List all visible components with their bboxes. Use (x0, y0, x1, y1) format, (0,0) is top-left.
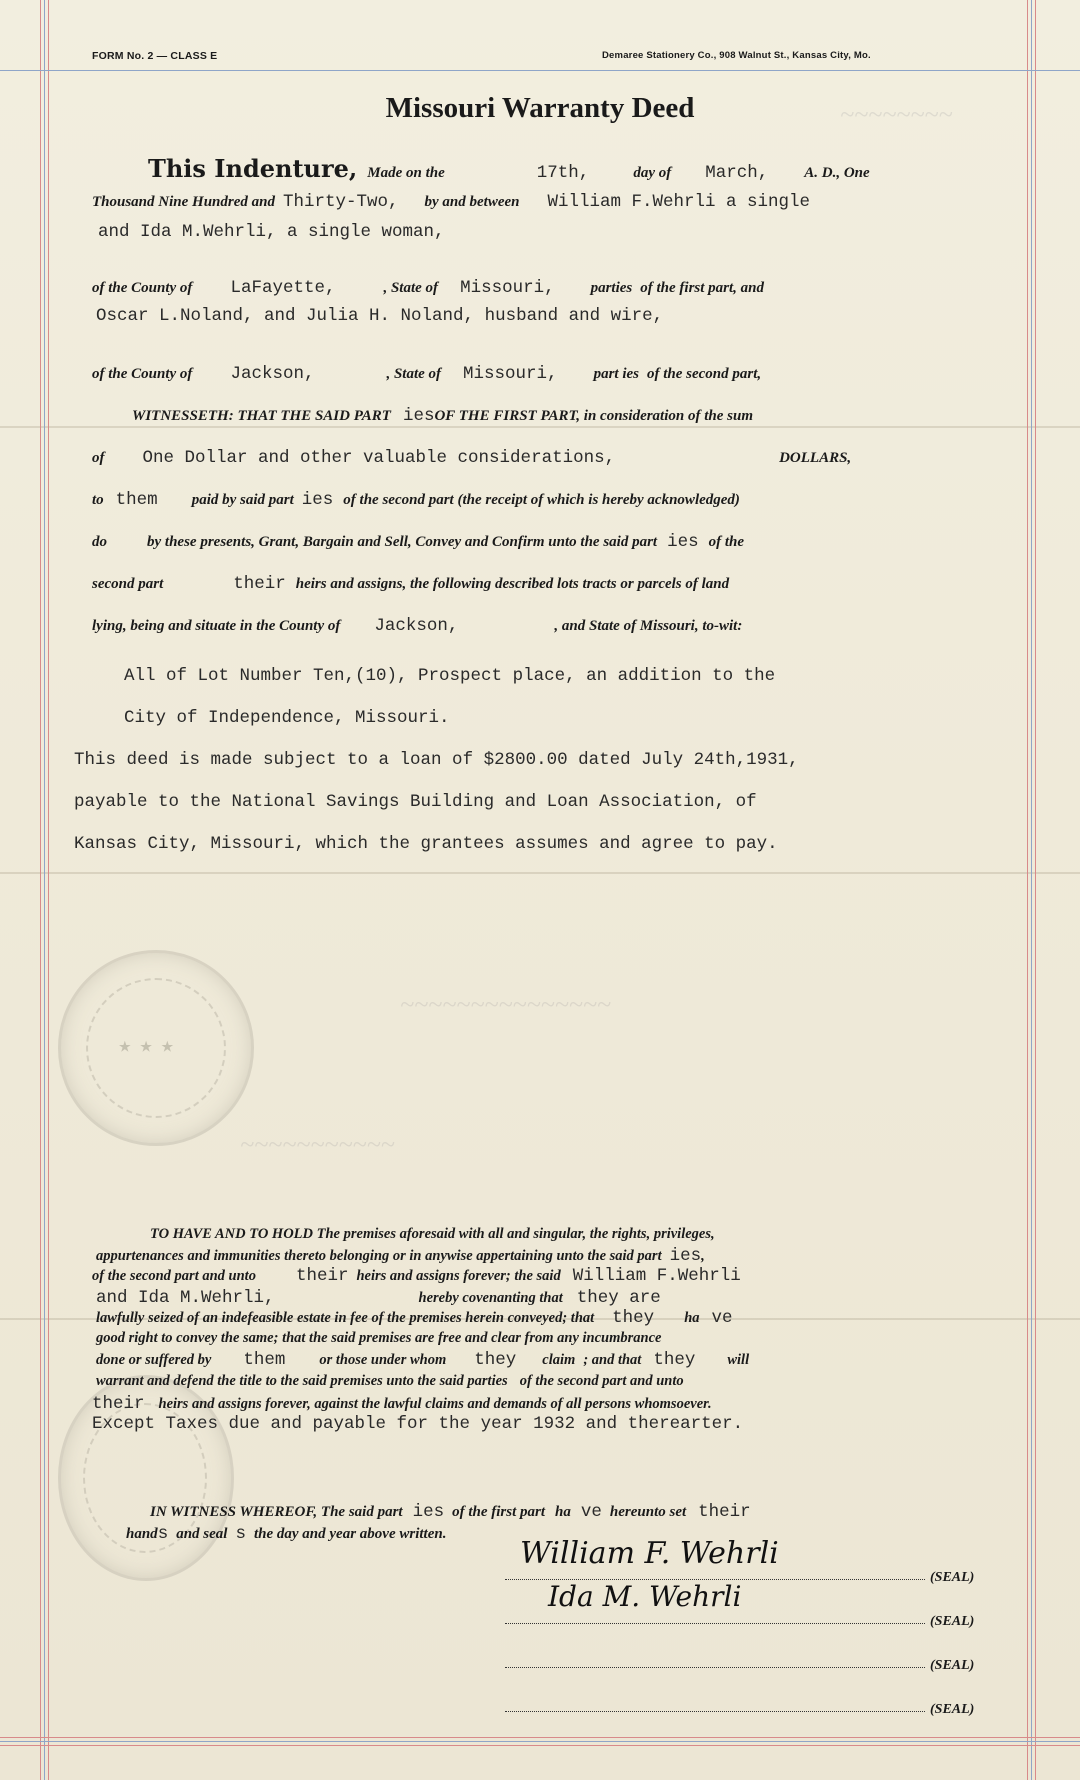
signature-line (505, 1666, 925, 1668)
deed-day: 17th, (536, 163, 590, 183)
notary-seal-text: ★ ★ ★ (119, 1039, 177, 1054)
paper-fold (0, 426, 1080, 428)
grantee-names: Oscar L.Noland, and Julia H. Noland, husband and wire, (96, 306, 664, 326)
habendum-clause: lawfully seized of an indefeasible estate in fee of the premises herein conveyed; that they ha ve (96, 1308, 733, 1328)
grantor-signature-1: William F. Wehrli (520, 1536, 779, 1571)
seal-label: (SEAL) (930, 1614, 975, 1629)
signature-line (505, 1710, 925, 1712)
margin-line (1035, 0, 1036, 1780)
habendum-clause: their heirs and assigns forever, against the lawful claims and demands of all persons whomsoever. (92, 1394, 712, 1414)
grantor-signature-2: Ida M. Wehrli (548, 1580, 742, 1613)
indenture-heading: This Indenture, (148, 154, 358, 183)
paper-fold (0, 872, 1080, 874)
habendum-clause: done or suffered by them or those under whom they claim ; and that they will (96, 1350, 750, 1370)
property-county: Jackson, (374, 616, 459, 636)
habendum-clause: good right to convey the same; that the said premises are free and clear from any incumbrance (96, 1330, 662, 1346)
second-party-county: Jackson, (230, 364, 315, 384)
habendum-clause: appurtenances and immunities thereto belonging or in anywise appertaining unto the said part ies, (96, 1246, 705, 1266)
bottom-rule (0, 1737, 1080, 1738)
first-party-line: of the County of LaFayette, , State of Missouri, parties of the first part, and (92, 278, 765, 298)
second-party-line: of the County of Jackson, , State of Missouri, part ies of the second part, (92, 364, 762, 384)
margin-line (44, 0, 45, 1780)
form-number: FORM No. 2 — CLASS E (92, 50, 218, 62)
habendum-clause: of the second part and unto their heirs and assigns forever; the said William F.Wehrli (92, 1266, 741, 1286)
intro-line-1: This Indenture, Made on the 17th, day of March, A. D., One (148, 154, 870, 183)
margin-line (40, 0, 41, 1780)
heirs-line: second part their heirs and assigns, the following described lots tracts or parcels of land (92, 574, 730, 594)
intro-line-2: Thousand Nine Hundred and Thirty-Two, by and between William F.Wehrli a single (92, 192, 811, 212)
witness-clause: IN WITNESS WHEREOF, The said part ies of the first part ha ve hereunto set their (150, 1502, 751, 1522)
legal-description: All of Lot Number Ten,(10), Prospect place, an addition to the (124, 666, 776, 686)
page-title: Missouri Warranty Deed (385, 92, 695, 124)
deed-year: Thirty-Two, (282, 192, 399, 212)
bottom-rule (0, 1745, 1080, 1746)
witness-clause: hands and seal s the day and year above written. (126, 1524, 447, 1544)
habendum-clause: and Ida M.Wehrli, hereby covenanting that they are (96, 1288, 661, 1308)
first-party-county: LaFayette, (230, 278, 336, 298)
loan-clause: payable to the National Savings Building and Loan Association, of (74, 792, 757, 812)
bleed-through: ~~~~~~~~~~~ (240, 1130, 395, 1159)
margin-line (48, 0, 49, 1780)
second-party-state: Missouri, (463, 364, 558, 384)
margin-line (1031, 0, 1032, 1780)
legal-description: City of Independence, Missouri. (124, 708, 450, 728)
situate-line: lying, being and situate in the County of Jackson, , and State of Missouri, to-wit: (92, 616, 743, 636)
habendum-clause: TO HAVE AND TO HOLD The premises aforesaid with all and singular, the rights, privileges, (150, 1226, 715, 1242)
witnesseth-line: WITNESSETH: THAT THE SAID PART iesOF THE FIRST PART, in consideration of the sum (132, 406, 753, 426)
grantor-name-cont: and Ida M.Wehrli, a single woman, (98, 222, 445, 242)
loan-clause: This deed is made subject to a loan of $2800.00 dated July 24th,1931, (74, 750, 799, 770)
first-party-state: Missouri, (460, 278, 555, 298)
consideration-sum: One Dollar and other valuable considerations, (142, 448, 616, 468)
habendum-clause: warrant and defend the title to the said premises unto the said parties of the second part and unto (96, 1373, 684, 1389)
publisher-imprint: Demaree Stationery Co., 908 Walnut St., Kansas City, Mo. (602, 50, 871, 61)
tax-exception: Except Taxes due and payable for the year 1932 and therearter. (92, 1414, 744, 1434)
seal-label: (SEAL) (930, 1658, 975, 1673)
seal-label: (SEAL) (930, 1570, 975, 1585)
grant-line: do by these presents, Grant, Bargain and Sell, Convey and Confirm unto the said part ies of the (92, 532, 745, 552)
bleed-through: ~~~~~~~~ (840, 100, 953, 129)
seal-label: (SEAL) (930, 1702, 975, 1717)
deed-month: March, (705, 163, 769, 183)
consideration-line: of One Dollar and other valuable considerations, DOLLARS, (92, 448, 852, 468)
bottom-rule (0, 1741, 1080, 1742)
grantor-name: William F.Wehrli a single (547, 192, 811, 212)
margin-line (1027, 0, 1028, 1780)
bleed-through: ~~~~~~~~~~~~~~~ (400, 990, 611, 1019)
notary-seal-emboss (58, 950, 254, 1146)
paid-by-line: to them paid by said part ies of the second part (the receipt of which is hereby acknowledged) (92, 490, 740, 510)
signature-line (505, 1622, 925, 1624)
loan-clause: Kansas City, Missouri, which the grantees assumes and agree to pay. (74, 834, 778, 854)
top-rule (0, 70, 1080, 71)
